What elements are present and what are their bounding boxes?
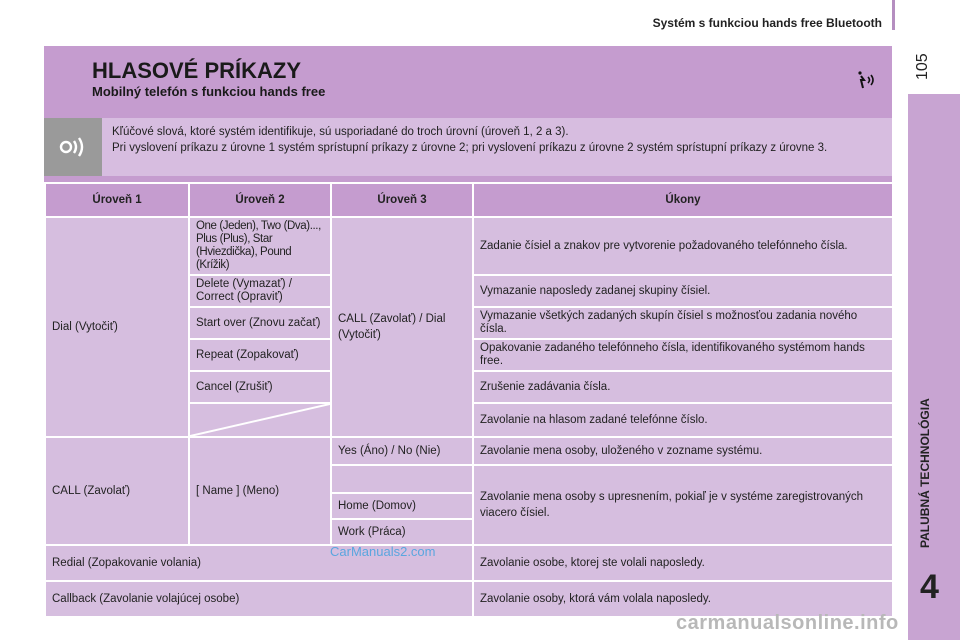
watermark: CarManuals2.com — [330, 544, 436, 559]
callback-action: Zavolanie osoby, ktorá vám volala naposledy. — [473, 581, 893, 617]
call-level1: CALL (Zavolať) — [45, 437, 189, 545]
dial-level2-repeat: Repeat (Zopakovať) — [189, 339, 331, 371]
panel-title: HLASOVÉ PRÍKAZY — [92, 58, 302, 83]
dial-level2-digits: One (Jeden), Two (Dva)..., Plus (Plus), Star (Hviezdička), Pound (Krížik) — [189, 217, 331, 275]
call-level3-home: Home (Domov) — [331, 493, 473, 519]
speaker-icon — [56, 135, 90, 159]
intro-text — [112, 124, 882, 156]
header-level3: Úroveň 3 — [331, 183, 473, 217]
dial-action-startover: Vymazanie všetkých zadaných skupín čísiel s možnosťou zadania nového čísla. — [473, 307, 893, 339]
side-tab — [908, 94, 960, 640]
dial-action-delete: Vymazanie naposledy zadanej skupiny čísiel. — [473, 275, 893, 307]
call-level3-yesno: Yes (Áno) / No (Nie) — [331, 437, 473, 465]
call-level3-empty — [331, 465, 473, 493]
header-actions: Úkony — [473, 183, 893, 217]
call-action-yesno: Zavolanie mena osoby, uloženého v zozname systému. — [473, 437, 893, 465]
callback-command: Callback (Zavolanie volajúcej osobe) — [45, 581, 473, 617]
intro-line: Pri vyslovení príkazu z úrovne 1 systém sprístupní príkazy z úrovne 2; pri vyslovení príkazu z úrovne 2 systém sprístupní príkazy z úrovne 3. — [112, 142, 828, 154]
side-label: PALUBNÁ TECHNOLÓGIA — [918, 398, 932, 548]
dial-level2-empty — [189, 403, 331, 437]
dial-action-cancel: Zrušenie zadávania čísla. — [473, 371, 893, 403]
commands-table — [44, 182, 894, 618]
header-level1: Úroveň 1 — [45, 183, 189, 217]
title-bar — [44, 46, 892, 110]
intro-line: Kľúčové slová, ktoré systém identifikuje, sú usporiadané do troch úrovní (úroveň 1, 2 a 3). — [112, 126, 569, 138]
dial-action-digits: Zadanie čísiel a znakov pre vytvorenie požadovaného telefónneho čísla. — [473, 217, 893, 275]
dial-level2-cancel: Cancel (Zrušiť) — [189, 371, 331, 403]
page-number: 105 — [914, 53, 931, 80]
call-action-location: Zavolanie mena osoby s upresnením, pokiaľ je v systéme zaregistrovaných viacero čísiel. — [473, 465, 893, 545]
dial-level2-delete: Delete (Vymazať) / Correct (Opraviť) — [189, 275, 331, 307]
dial-action-repeat: Opakovanie zadaného telefónneho čísla, identifikovaného systémom hands free. — [473, 339, 893, 371]
intro-icon-box — [44, 118, 102, 176]
voice-command-icon — [854, 68, 878, 92]
call-level3-work: Work (Práca) — [331, 519, 473, 545]
header-title: Systém s funkciou hands free Bluetooth — [652, 16, 882, 30]
voice-commands-panel — [44, 46, 892, 605]
intro-box — [44, 118, 892, 176]
dial-action-call: Zavolanie na hlasom zadané telefónne číslo. — [473, 403, 893, 437]
redial-action: Zavolanie osobe, ktorej ste volali naposledy. — [473, 545, 893, 581]
diagonal-line — [190, 404, 330, 436]
panel-subtitle: Mobilný telefón s funkciou hands free — [92, 84, 326, 99]
header-divider — [892, 0, 895, 30]
redial-command: Redial (Zopakovanie volania) — [45, 545, 473, 581]
chapter-number: 4 — [920, 568, 939, 606]
call-level2: [ Name ] (Meno) — [189, 437, 331, 545]
header-level2: Úroveň 2 — [189, 183, 331, 217]
footer-watermark: carmanualsonline.info — [676, 612, 899, 634]
dial-level3: CALL (Zavolať) / Dial (Vytočiť) — [331, 217, 473, 437]
dial-level2-startover: Start over (Znovu začať) — [189, 307, 331, 339]
dial-level1: Dial (Vytočiť) — [45, 217, 189, 437]
